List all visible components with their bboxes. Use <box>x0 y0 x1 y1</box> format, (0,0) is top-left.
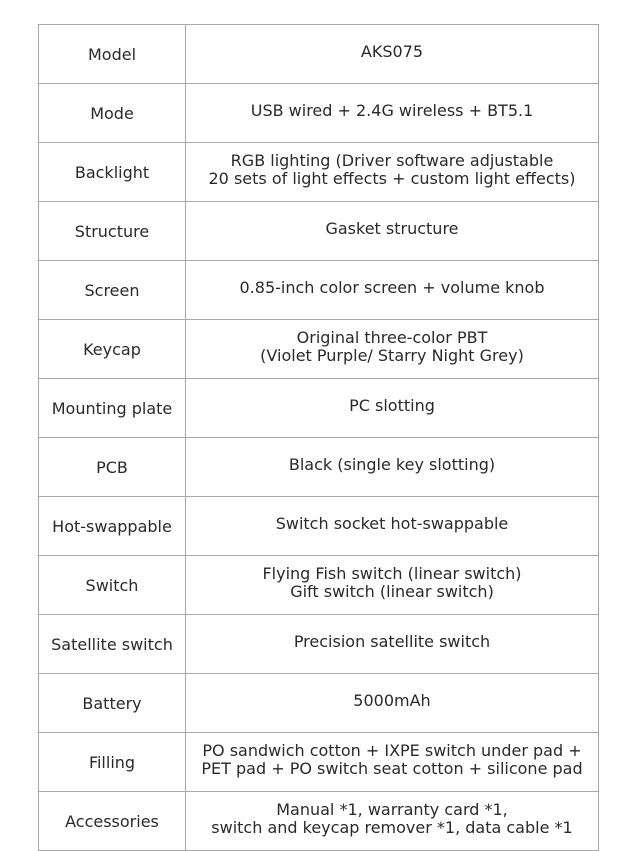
spec-value <box>186 438 599 497</box>
spec-value <box>186 556 599 615</box>
spec-value <box>186 84 599 143</box>
spec-label: PCB <box>39 438 186 497</box>
spec-value <box>186 143 599 202</box>
spec-value-line: Black (single key slotting) <box>288 455 496 474</box>
spec-label: Structure <box>39 202 186 261</box>
spec-row <box>39 674 599 733</box>
spec-label: Mode <box>39 84 186 143</box>
spec-value-line: (Violet Purple/ Starry Night Grey) <box>260 346 524 365</box>
spec-value <box>186 202 599 261</box>
spec-value-line: 5000mAh <box>353 691 431 710</box>
spec-table-body <box>39 25 599 851</box>
spec-value <box>186 320 599 379</box>
spec-value-line: AKS075 <box>360 42 424 61</box>
spec-label: Backlight <box>39 143 186 202</box>
spec-value-line: PET pad + PO switch seat cotton + silicone pad <box>201 759 583 778</box>
spec-label: Hot-swappable <box>39 497 186 556</box>
spec-label: Model <box>39 25 186 84</box>
spec-label: Keycap <box>39 320 186 379</box>
spec-row <box>39 84 599 143</box>
spec-row <box>39 733 599 792</box>
spec-value-line: Gasket structure <box>325 219 459 238</box>
spec-value <box>186 674 599 733</box>
spec-value-line: Flying Fish switch (linear switch) <box>262 564 522 583</box>
spec-value-line: PC slotting <box>349 396 435 415</box>
spec-row <box>39 261 599 320</box>
spec-table <box>38 24 599 851</box>
spec-value-line: 20 sets of light effects + custom light effects) <box>208 169 576 188</box>
spec-value <box>186 615 599 674</box>
spec-value <box>186 25 599 84</box>
spec-value-line: Manual *1, warranty card *1, <box>276 800 508 819</box>
spec-value-line: Switch socket hot-swappable <box>275 514 509 533</box>
spec-label: Battery <box>39 674 186 733</box>
spec-value-line: Gift switch (linear switch) <box>290 582 494 601</box>
spec-value-line: USB wired + 2.4G wireless + BT5.1 <box>250 101 534 120</box>
spec-label: Accessories <box>39 792 186 851</box>
spec-label: Switch <box>39 556 186 615</box>
spec-row <box>39 143 599 202</box>
spec-value <box>186 261 599 320</box>
spec-value <box>186 792 599 851</box>
spec-row <box>39 556 599 615</box>
spec-row <box>39 497 599 556</box>
spec-label: Screen <box>39 261 186 320</box>
spec-label: Filling <box>39 733 186 792</box>
spec-value <box>186 497 599 556</box>
spec-value-line: switch and keycap remover *1, data cable *1 <box>211 818 573 837</box>
spec-value-line: RGB lighting (Driver software adjustable <box>230 151 554 170</box>
spec-row <box>39 438 599 497</box>
spec-label: Satellite switch <box>39 615 186 674</box>
spec-row <box>39 25 599 84</box>
spec-value <box>186 733 599 792</box>
spec-value-line: Original three-color PBT <box>296 328 488 347</box>
spec-value-line: 0.85-inch color screen + volume knob <box>239 278 545 297</box>
spec-label: Mounting plate <box>39 379 186 438</box>
spec-row <box>39 202 599 261</box>
spec-row <box>39 379 599 438</box>
spec-value-line: Precision satellite switch <box>293 632 491 651</box>
spec-row <box>39 792 599 851</box>
spec-row <box>39 320 599 379</box>
spec-value <box>186 379 599 438</box>
spec-value-line: PO sandwich cotton + IXPE switch under pad + <box>202 741 582 760</box>
spec-row <box>39 615 599 674</box>
